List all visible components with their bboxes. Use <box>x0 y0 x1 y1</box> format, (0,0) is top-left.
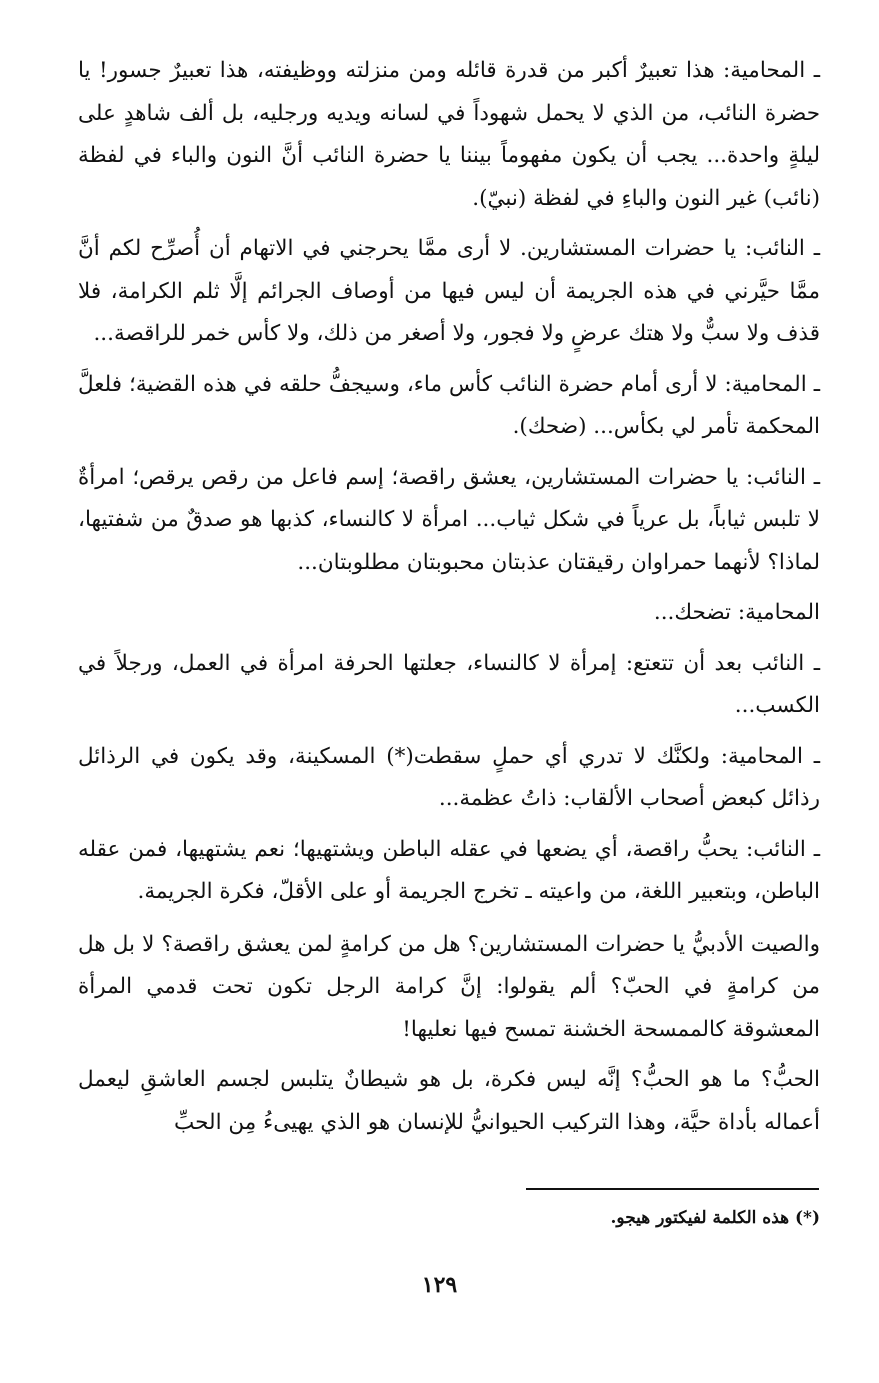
paragraph-2: ـ النائب: يا حضرات المستشارين. لا أرى ممَّا يحرجني في الاتهام أن أُصرِّح لكم أنَّ ممَّا حيَّرني في هذه الجريمة أن ليس فيها من أوصاف الجرائم إلَّا ثلم الكرامة، فلا قذف ولا سبٌّ ولا هتك عرضٍ ولا فجور، ولا أصغر من ذلك، ولا كأس خمر للراقصة... <box>78 236 820 346</box>
paragraph-7: ـ المحامية: ولكنَّك لا تدري أي حملٍ سقطت(*) المسكينة، وقد يكون في الرذائل رذائل كبعض أصحاب الألقاب: ذاتُ عظمة... <box>78 743 820 811</box>
footnote: (*) هذه الكلمة لفيكتور هيجو. <box>610 1208 820 1228</box>
paragraph-5: المحامية: تضحك... <box>653 600 820 625</box>
page-number: ١٢٩ <box>421 1272 458 1298</box>
paragraph-1: ـ المحامية: هذا تعبيرٌ أكبر من قدرة قائله ومن منزلته ووظيفته، هذا تعبيرٌ جسور! يا حضرة النائب، من الذي لا يحمل شهوداً في لسانه ويديه ورجليه، بل ألف شاهدٍ على ليلةٍ واحدة... يجب أن يكون مفهوماً بيننا يا حضرة النائب أنَّ النون والباء في لفظة (نائب) غير النون والباءِ في لفظة (نبيّ). <box>78 58 820 211</box>
paragraph-6: ـ النائب بعد أن تتعتع: إمرأة لا كالنساء، جعلتها الحرفة امرأة في العمل، ورجلاً في الكسب... <box>78 650 820 718</box>
paragraph-9: والصيت الأدبيُّ يا حضرات المستشارين؟ هل من كرامةٍ لمن يعشق راقصة؟ لا بل هل من كرامةٍ في الحبّ؟ ألم يقولوا: إنَّ كرامة الرجل تكون تحت قدمي المرأة المعشوقة كالممسحة الخشنة تمسح فيها نعليها! <box>78 931 820 1042</box>
page-body <box>78 50 820 1144</box>
paragraph-3: ـ المحامية: لا أرى أمام حضرة النائب كأس ماء، وسيجفُّ حلقه في هذه القضية؛ فلعلَّ المحكمة تأمر لي بكأس... (ضحك). <box>78 371 820 439</box>
paragraph-10: الحبُّ؟ ما هو الحبُّ؟ إنَّه ليس فكرة، بل هو شيطانٌ يتلبس لجسم العاشقِ ليعمل أعماله بأداة حيَّة، وهذا التركيب الحيوانيُّ للإنسان هو الذي يهيىءُ مِن الحبِّ <box>78 1067 820 1135</box>
paragraph-8: ـ النائب: يحبُّ راقصة، أي يضعها في عقله الباطن ويشتهيها؛ نعم يشتهيها، فمن عقله الباطن، وبتعبير اللغة، من واعيته ـ تخرج الجريمة أو على الأقلّ، فكرة الجريمة. <box>78 836 820 904</box>
paragraph-4: ـ النائب: يا حضرات المستشارين، يعشق راقصة؛ إسم فاعل من رقص يرقص؛ امرأةٌ لا تلبس ثياباً، بل عرياً في شكل ثياب... امرأة لا كالنساء، كذبها هو صدقٌ من شفتيها، لماذا؟ لأنهما حمراوان رقيقتان عذبتان محبوبتان مطلوبتان... <box>78 464 820 575</box>
footnote-divider <box>526 1188 819 1190</box>
